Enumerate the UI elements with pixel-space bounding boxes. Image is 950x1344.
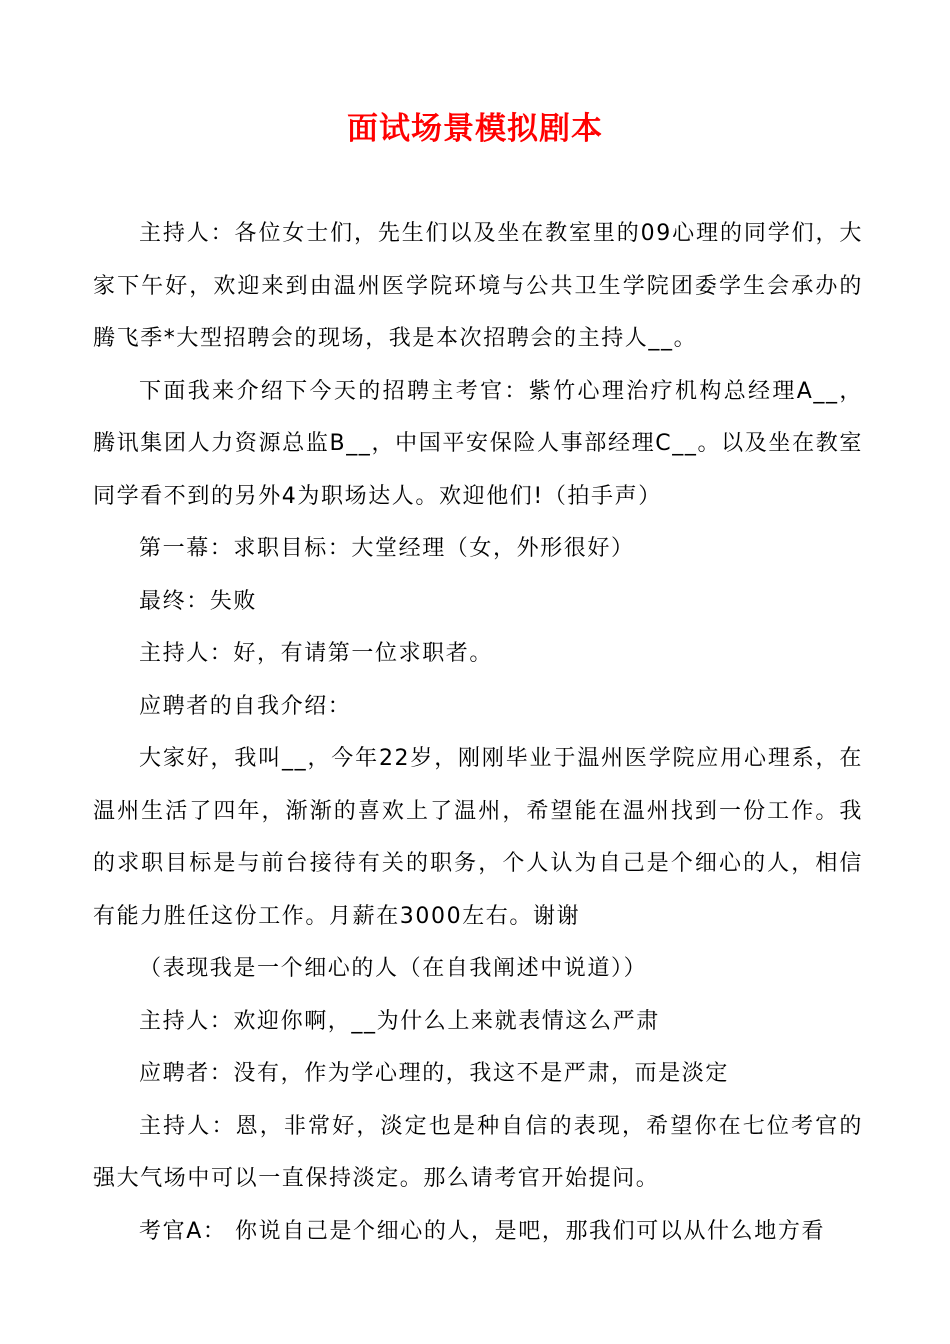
document-body: [93, 208, 863, 1258]
document-title: 面试场景模拟剧本: [347, 111, 603, 147]
paragraph-self-intro-heading: 应聘者的自我介绍：: [139, 693, 352, 719]
paragraph-host-opening: 主持人：各位女士们，先生们以及坐在教室里的09心理的同学们，大家下午好，欢迎来到由温州医学院环境与公共卫生学院团委学生会承办的腾飞季*大型招聘会的现场，我是本次招聘会的主持人__。: [93, 221, 863, 351]
paragraph-self-intro: 大家好，我叫__，今年22岁，刚刚毕业于温州医学院应用心理系，在温州生活了四年，渐渐的喜欢上了温州，希望能在温州找到一份工作。我的求职目标是与前台接待有关的职务，个人认为自己是个细心的人，相信有能力胜任这份工作。月薪在3000左右。谢谢: [93, 746, 863, 929]
paragraph-examiner-a-question: 考官A： 你说自己是个细心的人，是吧，那我们可以从什么地方看: [139, 1218, 826, 1244]
paragraph-stage-note: （表现我是一个细心的人（在自我阐述中说道））: [139, 956, 648, 981]
paragraph-host-response: 主持人：恩，非常好，淡定也是种自信的表现，希望你在七位考官的强大气场中可以一直保持淡定。那么请考官开始提问。: [93, 1113, 863, 1191]
paragraph-applicant-answer: 应聘者：没有，作为学心理的，我这不是严肃，而是淡定: [139, 1061, 730, 1086]
paragraph-host-question: 主持人：欢迎你啊，__为什么上来就表情这么严肃: [139, 1008, 660, 1034]
paragraph-host-invite: 主持人：好，有请第一位求职者。: [139, 641, 494, 666]
paragraph-scene-one-goal: 第一幕：求职目标：大堂经理（女，外形很好）: [139, 536, 635, 561]
paragraph-outcome: 最终：失败: [139, 588, 258, 614]
paragraph-examiner-introduction: 下面我来介绍下今天的招聘主考官：紫竹心理治疗机构总经理A__，腾讯集团人力资源总监B__，中国平安保险人事部经理C__。以及坐在教室同学看不到的另外4为职场达人。欢迎他们!（拍手声）: [93, 378, 863, 509]
